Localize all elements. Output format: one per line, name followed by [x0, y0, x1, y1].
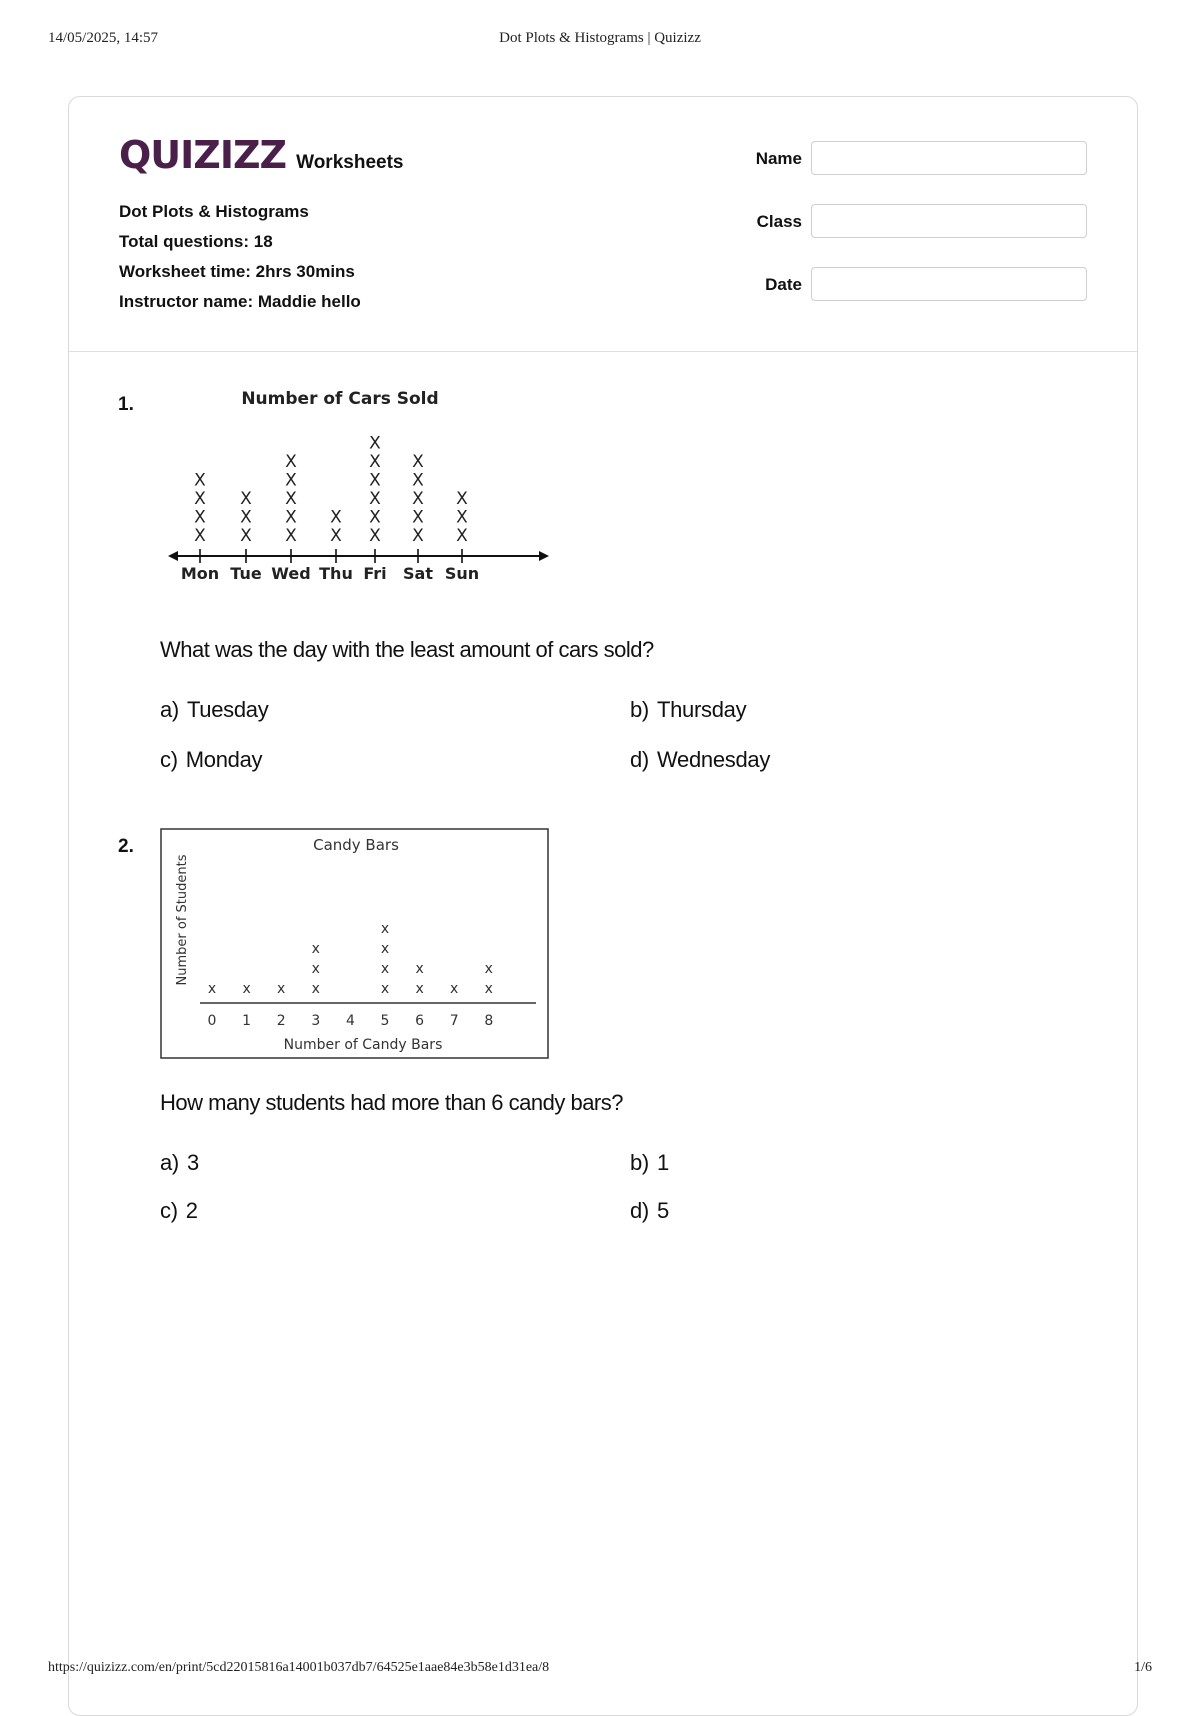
- option-text: 3: [186, 1150, 199, 1175]
- print-title: Dot Plots & Histograms | Quizizz: [499, 30, 701, 46]
- tick-label: Wed: [271, 564, 311, 583]
- class-input[interactable]: [811, 204, 1087, 238]
- option-b[interactable]: [630, 1150, 669, 1176]
- data-point: X: [194, 470, 206, 491]
- tick-label: 8: [484, 1013, 494, 1029]
- data-point: X: [412, 452, 424, 472]
- instructor-name: Instructor name: Maddie hello: [119, 292, 361, 311]
- data-point: x: [484, 961, 493, 977]
- data-point: X: [240, 489, 252, 509]
- data-point: x: [207, 981, 217, 997]
- option-text: 5: [656, 1198, 669, 1223]
- data-point: x: [311, 941, 320, 957]
- data-point: X: [456, 526, 468, 546]
- name-label: Name: [755, 149, 802, 168]
- data-point: x: [450, 981, 459, 997]
- total-questions: Total questions: 18: [119, 232, 273, 251]
- tick-label: 1: [242, 1013, 252, 1029]
- data-point: X: [412, 489, 424, 509]
- option-c[interactable]: [160, 747, 262, 773]
- print-footer: [48, 1660, 1152, 1680]
- data-point: x: [242, 981, 251, 997]
- print-header: [48, 30, 1152, 50]
- data-point: X: [285, 526, 297, 546]
- chart-title: Number of Cars Sold: [241, 389, 439, 409]
- worksheet-title: Dot Plots & Histograms: [119, 202, 309, 221]
- data-point: X: [412, 526, 424, 546]
- option-letter: c): [160, 747, 178, 772]
- question-number: 2.: [118, 836, 134, 857]
- option-text: Wednesday: [656, 747, 771, 772]
- x-axis-label: Number of Candy Bars: [283, 1037, 443, 1053]
- logo-wordmark: QUIZIZZ: [119, 133, 287, 177]
- tick-label: 3: [311, 1013, 321, 1029]
- tick-label: Sun: [444, 564, 480, 583]
- question-text: How many students had more than 6 candy bars?: [160, 1090, 623, 1115]
- tick-label: 5: [380, 1013, 390, 1029]
- option-d[interactable]: [630, 747, 770, 773]
- worksheet-header: [69, 97, 1137, 352]
- question-text: What was the day with the least amount of cars sold?: [160, 637, 654, 662]
- name-input[interactable]: [811, 141, 1087, 175]
- class-field: [747, 204, 1087, 240]
- tick-label: 0: [207, 1013, 217, 1029]
- data-point: x: [380, 941, 390, 957]
- cars-sold-dot-plot: [160, 385, 560, 595]
- tick-label: Sat: [403, 564, 433, 583]
- option-letter: b): [630, 697, 649, 722]
- data-point: x: [311, 961, 320, 977]
- data-point: X: [240, 507, 252, 528]
- tick-label: Mon: [180, 564, 220, 583]
- option-text: Monday: [185, 747, 263, 772]
- name-field: [747, 141, 1087, 177]
- option-text: Thursday: [656, 697, 747, 722]
- data-point: X: [369, 489, 381, 509]
- data-point: x: [380, 921, 390, 937]
- data-point: x: [380, 961, 390, 977]
- data-point: X: [285, 452, 297, 472]
- tick-label: Tue: [230, 564, 262, 583]
- data-point: x: [415, 961, 424, 977]
- data-point: X: [194, 507, 206, 528]
- tick-label: Fri: [363, 564, 387, 583]
- data-point: X: [330, 526, 342, 546]
- data-point: X: [330, 507, 342, 528]
- option-d[interactable]: [630, 1198, 669, 1224]
- data-point: X: [285, 507, 297, 528]
- option-a[interactable]: [160, 697, 268, 723]
- data-point: X: [412, 470, 424, 491]
- data-point: X: [285, 470, 297, 491]
- print-page-number: 1/6: [1134, 1660, 1152, 1675]
- data-point: X: [194, 526, 206, 546]
- data-point: X: [194, 489, 206, 509]
- option-letter: b): [630, 1150, 649, 1175]
- y-axis-label: Number of Students: [175, 854, 190, 986]
- data-point: X: [369, 452, 381, 472]
- data-point: X: [456, 489, 468, 509]
- option-text: 2: [185, 1198, 198, 1223]
- data-point: X: [285, 489, 297, 509]
- worksheet-meta: [119, 197, 361, 317]
- data-point: X: [369, 507, 381, 528]
- data-point: X: [369, 526, 381, 546]
- class-label: Class: [756, 212, 802, 231]
- date-field: [747, 267, 1087, 303]
- data-point: x: [311, 981, 320, 997]
- option-letter: a): [160, 697, 179, 722]
- chart-title: Candy Bars: [313, 836, 399, 854]
- print-datetime: 14/05/2025, 14:57: [48, 30, 159, 46]
- data-point: X: [456, 507, 468, 528]
- tick-label: 6: [415, 1013, 425, 1029]
- data-point: X: [412, 507, 424, 528]
- data-point: x: [277, 981, 286, 997]
- question-number: 1.: [118, 394, 134, 415]
- print-url: https://quizizz.com/en/print/5cd22015816a14001b037db7/64525e1aae84e3b58e1d31ea/8: [48, 1660, 550, 1675]
- option-text: 1: [656, 1150, 669, 1175]
- tick-label: 7: [449, 1013, 459, 1029]
- option-c[interactable]: [160, 1198, 198, 1224]
- tick-label: 2: [276, 1013, 286, 1029]
- option-letter: c): [160, 1198, 178, 1223]
- logo-subtitle: Worksheets: [296, 152, 404, 173]
- tick-label: Thu: [319, 564, 353, 583]
- data-point: X: [369, 433, 381, 454]
- data-point: x: [415, 981, 424, 997]
- quizizz-logo: [119, 133, 403, 177]
- tick-label: 4: [345, 1013, 355, 1029]
- option-a[interactable]: [160, 1150, 199, 1176]
- axis-arrow-left: [168, 551, 178, 561]
- option-letter: d): [630, 747, 649, 772]
- data-point: x: [380, 981, 390, 997]
- date-input[interactable]: [811, 267, 1087, 301]
- candy-bars-dot-plot: [160, 828, 550, 1060]
- option-b[interactable]: [630, 697, 746, 723]
- axis-arrow-right: [539, 551, 549, 561]
- option-text: Tuesday: [186, 697, 269, 722]
- data-point: X: [369, 470, 381, 491]
- option-letter: a): [160, 1150, 179, 1175]
- worksheet-time: Worksheet time: 2hrs 30mins: [119, 262, 355, 281]
- data-point: x: [484, 981, 493, 997]
- date-label: Date: [765, 275, 802, 294]
- option-letter: d): [630, 1198, 649, 1223]
- data-point: X: [240, 526, 252, 546]
